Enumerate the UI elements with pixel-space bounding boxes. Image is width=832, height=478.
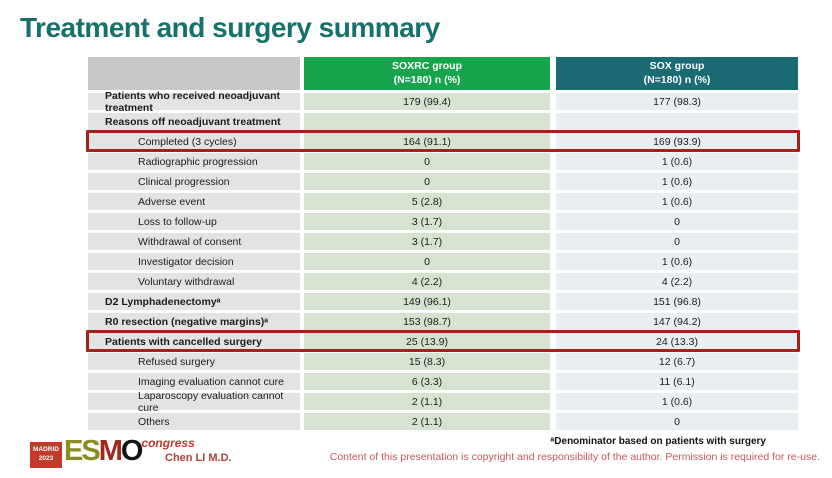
author-credit: Chen LI M.D.	[165, 452, 232, 464]
esmo-letter-m: M	[98, 435, 121, 467]
sox-value: 4 (2.2)	[556, 273, 798, 290]
header-cell-sox-group	[556, 57, 798, 90]
table-row	[88, 153, 798, 170]
row-label: Completed (3 cycles)	[88, 133, 300, 150]
table-row	[88, 373, 798, 390]
table-row	[88, 113, 798, 130]
table-header-row	[88, 57, 798, 90]
soxrc-value: 149 (96.1)	[304, 293, 550, 310]
row-label: Imaging evaluation cannot cure	[88, 373, 300, 390]
table-row	[88, 293, 798, 310]
table-row	[88, 89, 798, 114]
row-label: Adverse event	[88, 193, 300, 210]
soxrc-value: 5 (2.8)	[304, 193, 550, 210]
sox-value: 1 (0.6)	[556, 253, 798, 270]
table-row	[88, 193, 798, 210]
soxrc-group-n: (N=180) n (%)	[393, 73, 461, 86]
soxrc-value: 3 (1.7)	[304, 233, 550, 250]
table-row	[88, 213, 798, 230]
sox-value: 0	[556, 213, 798, 230]
row-label: D2 Lymphadenectomyᵃ	[88, 293, 300, 310]
sox-value: 147 (94.2)	[556, 313, 798, 330]
table-row	[88, 389, 798, 414]
madrid-2023-badge	[30, 442, 62, 468]
esmo-letters-es: ES	[64, 435, 99, 467]
esmo-wordmark	[64, 435, 142, 467]
sox-value: 1 (0.6)	[556, 173, 798, 190]
table-row	[88, 273, 798, 290]
row-label: Investigator decision	[88, 253, 300, 270]
sox-value: 24 (13.3)	[556, 333, 798, 350]
soxrc-value: 25 (13.9)	[304, 333, 550, 350]
sox-value: 1 (0.6)	[556, 153, 798, 170]
table-row	[88, 233, 798, 250]
row-label: Loss to follow-up	[88, 213, 300, 230]
sox-value: 11 (6.1)	[556, 373, 798, 390]
row-label: Others	[88, 413, 300, 430]
soxrc-value: 0	[304, 173, 550, 190]
header-cell-soxrc-group	[304, 57, 550, 90]
soxrc-value: 0	[304, 253, 550, 270]
sox-value: 0	[556, 413, 798, 430]
sox-value: 177 (98.3)	[556, 93, 798, 110]
row-label: Patients who received neoadjuvant treatment	[88, 93, 300, 110]
soxrc-value: 15 (8.3)	[304, 353, 550, 370]
soxrc-value: 153 (98.7)	[304, 313, 550, 330]
sox-value: 1 (0.6)	[556, 393, 798, 410]
soxrc-group-name: SOXRC group	[392, 59, 462, 72]
table-row	[88, 353, 798, 370]
table-row	[88, 313, 798, 330]
row-label: Voluntary withdrawal	[88, 273, 300, 290]
row-label: Reasons off neoadjuvant treatment	[88, 113, 300, 130]
table-row	[88, 253, 798, 270]
year-label: 2023	[38, 454, 54, 462]
row-label: R0 resection (negative margins)ᵃ	[88, 313, 300, 330]
sox-group-n: (N=180) n (%)	[643, 73, 711, 86]
row-label: Patients with cancelled surgery	[88, 333, 300, 350]
sox-value: 1 (0.6)	[556, 193, 798, 210]
denominator-footnote: ᵃDenominator based on patients with surgery	[550, 436, 766, 447]
madrid-label: MADRID	[33, 446, 59, 453]
copyright-notice: Content of this presentation is copyright and responsibility of the author. Permission is required for re-use.	[329, 451, 820, 463]
table-row-highlighted	[88, 133, 798, 150]
table-row	[88, 413, 798, 430]
soxrc-value: 0	[304, 153, 550, 170]
sox-value: 151 (96.8)	[556, 293, 798, 310]
sox-value: 12 (6.7)	[556, 353, 798, 370]
soxrc-value: 6 (3.3)	[304, 373, 550, 390]
row-label: Clinical progression	[88, 173, 300, 190]
sox-value: 169 (93.9)	[556, 133, 798, 150]
sox-value	[556, 113, 798, 130]
sox-value: 0	[556, 233, 798, 250]
sox-group-name: SOX group	[649, 59, 705, 72]
congress-label: congress	[141, 436, 195, 450]
row-label: Laparoscopy evaluation cannot cure	[88, 393, 300, 410]
row-label: Refused surgery	[88, 353, 300, 370]
soxrc-value: 2 (1.1)	[304, 393, 550, 410]
soxrc-value: 164 (91.1)	[304, 133, 550, 150]
esmo-letter-o: O	[120, 435, 142, 467]
table-row	[88, 173, 798, 190]
page-title: Treatment and surgery summary	[20, 12, 440, 43]
soxrc-value: 4 (2.2)	[304, 273, 550, 290]
row-label: Radiographic progression	[88, 153, 300, 170]
header-cell-empty	[88, 57, 300, 90]
soxrc-value	[304, 113, 550, 130]
soxrc-value: 179 (99.4)	[304, 93, 550, 110]
summary-table	[88, 57, 798, 433]
soxrc-value: 2 (1.1)	[304, 413, 550, 430]
table-row-highlighted	[88, 333, 798, 350]
row-label: Withdrawal of consent	[88, 233, 300, 250]
soxrc-value: 3 (1.7)	[304, 213, 550, 230]
